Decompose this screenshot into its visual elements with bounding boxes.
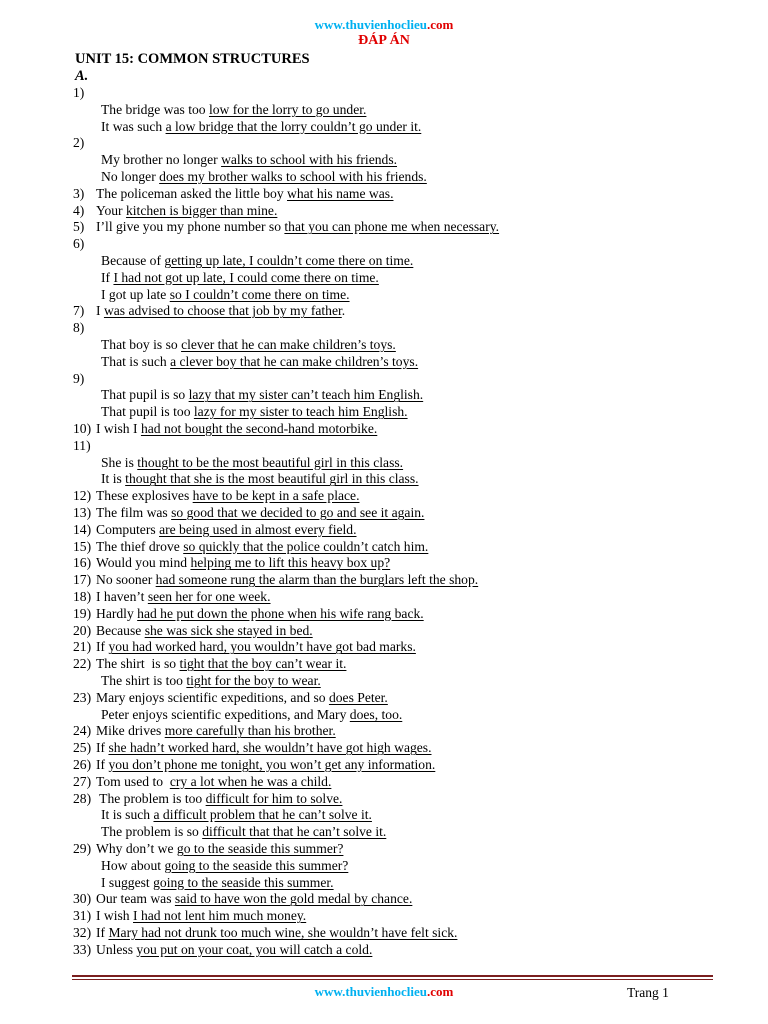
- answer-underlined-text: so quickly that the police couldn’t catch him.: [183, 538, 429, 554]
- answer-number: 14): [73, 521, 92, 537]
- answer-text: [96, 638, 416, 655]
- answer-plain-text: She is: [101, 454, 138, 470]
- answer-underlined-text: lazy that my sister can’t teach him English.: [188, 387, 424, 403]
- answer-underlined-text: does, too.: [349, 706, 403, 722]
- answer-text: [101, 874, 334, 891]
- answer-underlined-text: had someone rung the alarm than the burglars left the shop.: [155, 572, 479, 588]
- answer-underlined-text: more carefully than his brother.: [164, 723, 336, 739]
- answer-text: [96, 941, 372, 958]
- answer-text: [96, 504, 424, 521]
- answer-number: 13): [73, 505, 92, 520]
- answer-text: [101, 353, 418, 370]
- answer-plain-text: The problem is so: [101, 824, 203, 840]
- answer-text: [96, 655, 346, 672]
- answer-number: 21): [73, 639, 92, 655]
- answer-number: 10): [73, 421, 92, 436]
- answer-number: 15): [73, 538, 92, 554]
- answer-number: 28): [73, 790, 92, 806]
- answer-plain-text: These explosives: [96, 488, 193, 504]
- answer-text: [96, 218, 499, 235]
- answer-text: [101, 806, 372, 823]
- answer-plain-text: I suggest: [101, 874, 154, 890]
- answer-number: 24): [73, 723, 92, 739]
- header-site-link[interactable]: [0, 17, 768, 33]
- page-number: Trang 1: [627, 985, 669, 1000]
- answer-text: [101, 823, 386, 840]
- answer-underlined-text: she hadn’t worked hard, she wouldn’t have got high wages.: [108, 740, 432, 756]
- answer-text: [101, 101, 366, 118]
- answer-plain-text: It was such: [101, 118, 166, 134]
- answer-underlined-text: difficult that that he can’t solve it.: [202, 824, 387, 840]
- answer-plain-text: That pupil is too: [101, 404, 194, 420]
- answer-plain-text: I: [96, 303, 104, 319]
- answer-underlined-text: kitchen is bigger than mine.: [125, 202, 278, 218]
- answer-plain-text: If: [96, 925, 109, 940]
- answer-underlined-text: said to have won the gold medal by chance.: [174, 891, 413, 907]
- answer-plain-text: Our team was: [96, 891, 175, 907]
- answer-plain-text: Mary enjoys scientific expeditions, and so: [96, 689, 329, 705]
- answer-number: 4): [73, 202, 85, 218]
- answer-text: [101, 151, 397, 168]
- answer-text: [96, 202, 277, 219]
- answer-underlined-text: a difficult problem that he can’t solve it.: [153, 807, 372, 823]
- answer-plain-text: Would you mind: [96, 555, 191, 571]
- answer-plain-text: The shirt is so: [96, 656, 180, 672]
- answer-text: [96, 571, 478, 588]
- answer-plain-text: Because: [96, 622, 145, 638]
- answer-text: [96, 924, 457, 941]
- answer-plain-text: Unless: [96, 941, 137, 957]
- answer-underlined-text: does my brother walks to school with his friends.: [159, 169, 427, 184]
- answer-number: 16): [73, 555, 92, 571]
- answer-plain-text: If: [101, 269, 114, 285]
- answer-plain-text: I wish I: [96, 421, 141, 436]
- answer-text: [96, 420, 377, 437]
- answer-text: [96, 689, 388, 706]
- answer-underlined-text: Mary had not drunk too much wine, she wouldn’t have felt sick.: [108, 925, 458, 940]
- answer-number: 5): [73, 219, 85, 235]
- answer-plain-text: Because of: [101, 253, 165, 268]
- answer-plain-text: It is: [101, 471, 126, 487]
- answer-plain-text: No sooner: [96, 572, 156, 588]
- answer-plain-text: I got up late: [101, 286, 170, 302]
- answer-underlined-text: had he put down the phone when his wife rang back.: [137, 605, 424, 621]
- answer-text: [96, 907, 306, 924]
- footer-site-prefix: www.thuvienhoclieu: [314, 984, 427, 999]
- answer-underlined-text: was advised to choose that job by my father: [103, 303, 342, 319]
- answer-underlined-text: what his name was.: [287, 185, 394, 201]
- answer-underlined-text: go to the seaside this summer?: [176, 841, 344, 856]
- answer-plain-text: How about: [101, 857, 165, 873]
- answer-underlined-text: helping me to lift this heavy box up?: [190, 555, 391, 571]
- answer-underlined-text: lazy for my sister to teach him English.: [193, 404, 408, 420]
- answer-number: 18): [73, 589, 92, 604]
- answer-plain-text: The problem is too: [96, 790, 206, 806]
- answer-text: [101, 706, 402, 723]
- answer-underlined-text: you don’t phone me tonight, you won’t get any information.: [108, 757, 436, 772]
- answer-underlined-text: difficult for him to solve.: [205, 790, 343, 806]
- answer-underlined-text: walks to school with his friends.: [221, 152, 398, 168]
- answer-number: 6): [73, 236, 85, 252]
- answer-underlined-text: you had worked hard, you wouldn’t have got bad marks.: [108, 639, 416, 655]
- answer-text: [96, 773, 331, 790]
- answer-number: 17): [73, 572, 92, 588]
- answer-plain-text: Why don’t we: [96, 841, 177, 856]
- answer-underlined-text: thought that she is the most beautiful girl in this class.: [125, 471, 419, 487]
- answer-plain-text: Your: [96, 202, 126, 218]
- answer-text: [101, 386, 423, 403]
- answer-text: [101, 168, 427, 185]
- answer-number: 22): [73, 656, 92, 672]
- answer-plain-text: I haven’t: [96, 589, 148, 604]
- answer-plain-text: That is such: [101, 353, 171, 369]
- answer-plain-text: It is such: [101, 807, 154, 823]
- answer-underlined-text: are being used in almost every field.: [159, 521, 357, 537]
- answer-underlined-text: low for the lorry to go under.: [208, 101, 367, 117]
- answer-text: [96, 622, 313, 639]
- answer-plain-text: No longer: [101, 169, 160, 184]
- footer-divider-thin: [72, 979, 713, 980]
- answer-text: [96, 890, 412, 907]
- answer-underlined-text: so good that we decided to go and see it again.: [171, 505, 425, 520]
- header-site-suffix: .com: [426, 17, 454, 32]
- answer-text: [101, 454, 403, 471]
- answer-text: [101, 286, 350, 303]
- answer-number: 11): [73, 437, 91, 453]
- answer-plain-text: That boy is so: [101, 337, 182, 352]
- answer-underlined-text: a clever boy that he can make children’s toys.: [170, 353, 419, 369]
- section-label: A.: [75, 68, 89, 84]
- answer-underlined-text: you put on your coat, you will catch a cold.: [136, 941, 373, 957]
- answer-plain-text: The film was: [96, 505, 172, 520]
- answer-number: 30): [73, 891, 92, 907]
- answer-text: [96, 538, 428, 555]
- answer-text: [96, 487, 359, 504]
- answer-text: [96, 840, 343, 857]
- answer-plain-text: If: [96, 757, 109, 772]
- answer-text: [96, 605, 424, 622]
- answer-underlined-text: tight that the boy can’t wear it.: [179, 656, 347, 672]
- answer-number: 33): [73, 941, 92, 957]
- answer-underlined-text: that you can phone me when necessary.: [284, 219, 500, 235]
- answer-number: 3): [73, 185, 85, 201]
- answer-number: 20): [73, 622, 92, 638]
- answer-plain-text: .: [341, 303, 346, 319]
- answer-underlined-text: clever that he can make children’s toys.: [181, 337, 396, 352]
- answer-plain-text: I’ll give you my phone number so: [96, 219, 285, 235]
- answer-number: 1): [73, 85, 85, 100]
- answer-text: [101, 118, 421, 135]
- answer-underlined-text: I had not lent him much money.: [133, 908, 307, 924]
- answer-text: [96, 756, 435, 773]
- answer-underlined-text: going to the seaside this summer?: [164, 857, 349, 873]
- answer-plain-text: I wish: [96, 908, 134, 924]
- answer-underlined-text: I had not got up late, I could come there on time.: [113, 269, 379, 285]
- answer-plain-text: The policeman asked the little boy: [96, 185, 288, 201]
- answer-plain-text: Computers: [96, 521, 160, 537]
- header-site-prefix: www.thuvienhoclieu: [314, 17, 427, 32]
- answer-underlined-text: had not bought the second-hand motorbike.: [140, 421, 378, 436]
- answer-text: [101, 672, 321, 689]
- answer-text: [96, 185, 393, 202]
- answer-number: 26): [73, 757, 92, 772]
- answer-text: [96, 302, 345, 319]
- answer-text: [96, 790, 342, 807]
- answer-plain-text: The bridge was too: [101, 101, 209, 117]
- answer-underlined-text: going to the seaside this summer.: [153, 874, 334, 890]
- answer-plain-text: The shirt is too: [101, 673, 187, 688]
- answer-text: [96, 722, 336, 739]
- answer-plain-text: The thief drove: [96, 538, 184, 554]
- answer-number: 25): [73, 740, 92, 756]
- answer-number: 9): [73, 370, 85, 386]
- answer-text: [101, 857, 348, 874]
- answer-plain-text: That pupil is so: [101, 387, 189, 403]
- answer-underlined-text: getting up late, I couldn’t come there on time.: [164, 253, 414, 268]
- answer-underlined-text: cry a lot when he was a child.: [169, 773, 332, 789]
- answer-plain-text: Peter enjoys scientific expeditions, and Mary: [101, 706, 350, 722]
- answer-underlined-text: have to be kept in a safe place.: [192, 488, 360, 504]
- answer-number: 27): [73, 773, 92, 789]
- answer-heading: ĐÁP ÁN: [358, 33, 410, 48]
- answer-text: [101, 470, 419, 487]
- answer-plain-text: My brother no longer: [101, 152, 222, 168]
- answer-text: [101, 252, 413, 269]
- answer-text: [96, 588, 271, 605]
- footer-divider: [72, 975, 713, 977]
- footer-site-suffix: .com: [426, 984, 454, 999]
- answer-text: [101, 269, 379, 286]
- answer-text: [101, 336, 396, 353]
- answer-text: [96, 554, 390, 571]
- answer-underlined-text: seen her for one week.: [147, 589, 271, 604]
- answer-number: 12): [73, 488, 92, 504]
- answer-text: [101, 403, 408, 420]
- answer-plain-text: If: [96, 639, 109, 655]
- answer-plain-text: If: [96, 740, 109, 756]
- answer-underlined-text: tight for the boy to wear.: [186, 673, 321, 688]
- answer-text: [96, 739, 432, 756]
- answer-underlined-text: so I couldn’t come there on time.: [169, 286, 350, 302]
- answer-underlined-text: thought to be the most beautiful girl in this class.: [137, 454, 404, 470]
- answer-number: 19): [73, 605, 92, 621]
- answer-number: 31): [73, 908, 92, 924]
- answer-number: 7): [73, 303, 85, 319]
- answer-plain-text: Hardly: [96, 605, 138, 621]
- answer-text: [96, 521, 356, 538]
- answer-plain-text: Tom used to: [96, 773, 170, 789]
- unit-title: UNIT 15: COMMON STRUCTURES: [75, 51, 310, 67]
- answer-underlined-text: a low bridge that the lorry couldn’t go under it.: [165, 118, 422, 134]
- answer-underlined-text: she was sick she stayed in bed.: [144, 622, 313, 638]
- answer-number: 32): [73, 925, 92, 940]
- answer-number: 29): [73, 841, 92, 856]
- answer-number: 8): [73, 320, 85, 336]
- answer-underlined-text: does Peter.: [328, 689, 388, 705]
- answer-plain-text: Mike drives: [96, 723, 165, 739]
- answer-number: 23): [73, 689, 92, 705]
- answer-number: 2): [73, 135, 85, 151]
